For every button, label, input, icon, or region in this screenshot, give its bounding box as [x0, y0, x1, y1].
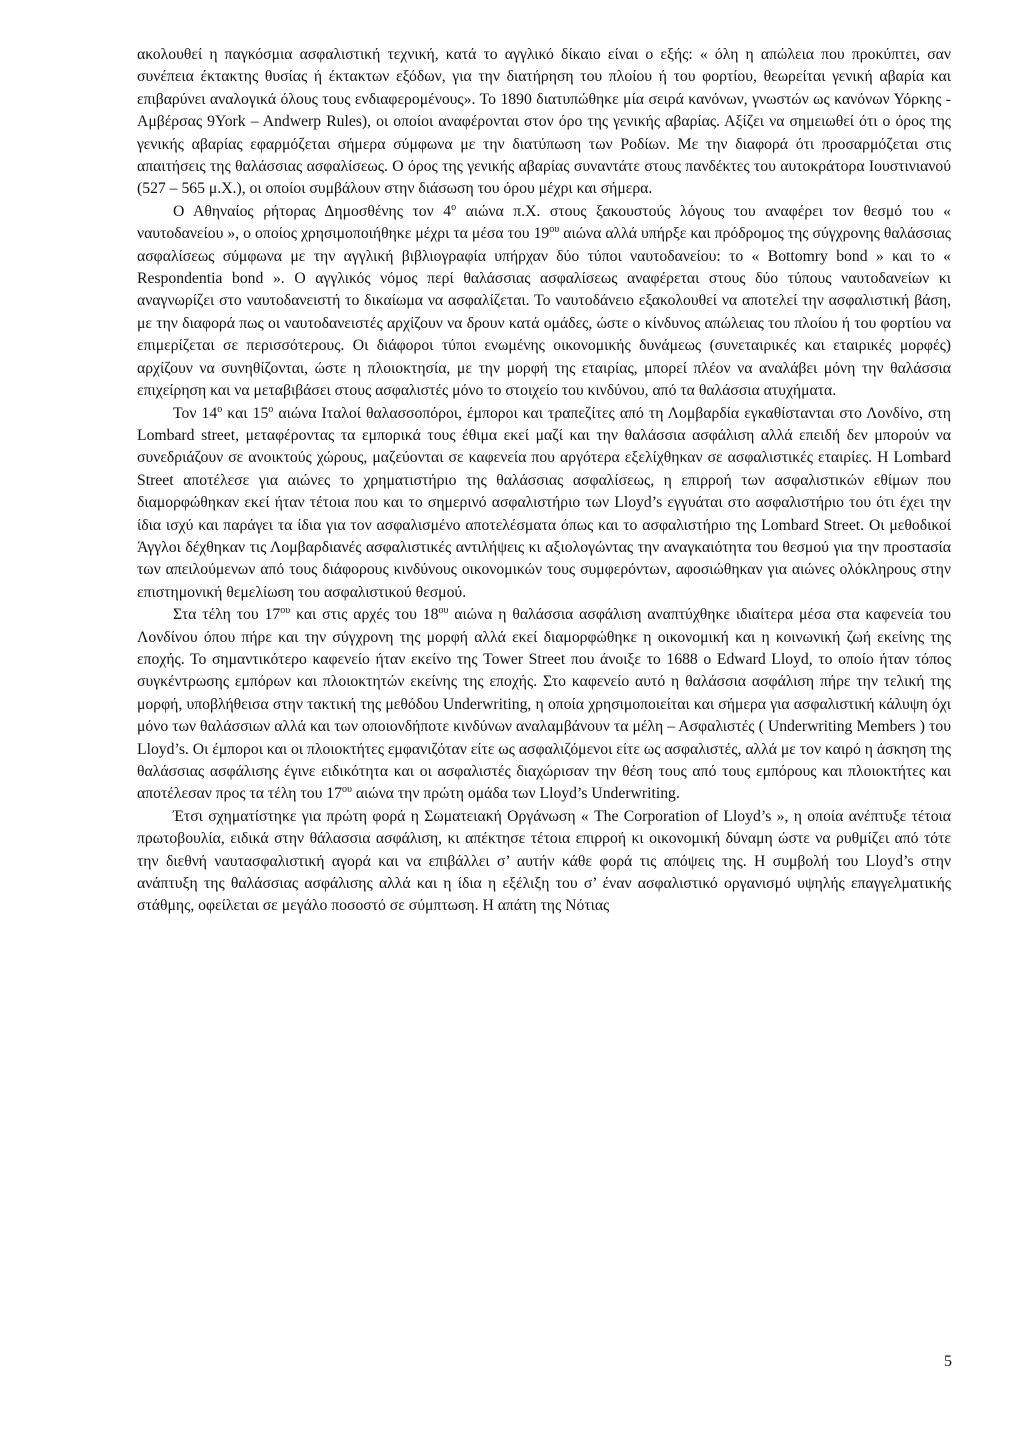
paragraph-corporation-of-lloyds: Έτσι σχηματίστηκε για πρώτη φορά η Σωματειακή Οργάνωση « The Corporation of Lloyd’s », η οποία ανέπτυξε τέτοια πρωτοβουλία, ειδικά στην θάλασσια ασφάλιση, κι απέκτησε τέτοια επιρροή κι οικονομική δύναμη ώστε να ρυθμίζει από τότε την διεθνή ναυτασφαλιστική αγορά και να επιβάλλει σ’ αυτήν κάθε φορά τις απόψεις της. Η συμβολή του Lloyd’s στην ανάπτυξη της θαλάσσιας ασφάλισης αλλά και η ίδια η εξέλιξη του σ’ έναν ασφαλιστικό οργανισμό υψηλής επαγγελματικής στάθμης, οφείλεται σε μεγάλο ποσοστό σε σύμπτωση. Η απάτη της Νότιας — [137, 807, 951, 915]
page-number: 5 — [944, 1353, 952, 1370]
document-body — [137, 44, 951, 918]
paragraph-lombard-street: Τον $14^o$ και $15^o$ αιώνα Ιταλοί θαλασσοπόροι, έμποροι και τραπεζίτες από τη Λομβαρδία εγκαθίστανται στο Λονδίνο, στη Lombard street, μεταφέροντας τα εμπορικά τους έθιμα εκεί μαζί και την θαλάσσια ασφάλιση αλλά επειδή δεν μπορούν να συνεδριάζουν σε ανοικτούς χώρους, μαζεύονται σε καφενεία που αργότερα εξελίχθηκαν σε ασφαλιστικές εταιρίες. Η Lombard Street αποτέλεσε για αιώνες το χρηματιστήριο της θαλάσσιας ασφαλίσεως, η επιρροή των ασφαλιστικών εθίμων που διαμορφώθηκαν εκεί ήταν τέτοια που και το σημερινό ασφαλιστήριο των Lloyd’s εγγυάται στο ασφαλιστήριο του ότι έχει την ίδια ισχύ και παράγει τα ίδια για τον ασφαλισμένο αποτελέσματα όπως και το ασφαλιστήριο της Lombard Street. Οι μεθοδικοί Άγγλοι δέχθηκαν τις Λομβαρδιανές ασφαλιστικές αντιλήψεις κι αξιολογώντας την αναγκαιότητα του θεσμού για την προστασία των απειλούμενων από τους διάφορους κινδύνους οικονομικών τους συμφερόντων, αφοσιώθηκαν για αιώνες ολόκληρους στην επιστημονική θεμελίωση του ασφαλιστικού θεσμού. — [137, 403, 951, 601]
paragraph-general-average: ακολουθεί η παγκόσμια ασφαλιστική τεχνική, κατά το αγγλικό δίκαιο είναι ο εξής: « όλη η απώλεια που προκύπτει, σαν συνέπεια έκτακτης θυσίας ή έκτακτων εξόδων, για την διατήρηση του πλοίου ή του φορτίου, θεωρείται γενική αβαρία και επιβαρύνει αναλογικά όλους τους ενδιαφερομένους». Το 1890 διατυπώθηκε μία σειρά κανόνων, γνωστών ως κανόνων Υόρκης - Αμβέρσας 9York – Andwerp Rules), οι οποίοι αναφέρονται στον όρο της γενικής αβαρίας. Αξίζει να σημειωθεί ότι ο όρος της γενικής αβαρίας εφαρμόζεται σήμερα σύμφωνα με την διατύπωση των Ροδίων. Με την διαφορά ότι προσαρμόζεται στις απαιτήσεις της θαλάσσιας ασφαλίσεως. Ο όρος της γενικής αβαρίας συναντάτε στους πανδέκτες του αυτοκράτορα Ιουστινιανού (527 – 565 μ.Χ.), οι οποίοι συμβάλουν στην διάσωση του όρου μέχρι και σήμερα. — [137, 46, 951, 198]
paragraph-coffee-houses: Στα τέλη του $17^{o\upsilon}$ και στις αρχές του $18^{o\upsilon}$ αιώνα η θαλάσσια ασφάλιση αναπτύχθηκε ιδιαίτερα μέσα στα καφενεία του Λονδίνου όπου πήρε και την σύγχρονη της μορφή αλλά εκεί διαμορφώθηκε η οικονομική και η κοινωνική ζωή εκείνης της εποχής. Το σημαντικότερο καφενείο ήταν εκείνο της Tower Street που άνοιξε το 1688 ο Edward Lloyd, το οποίο ήταν τόπος συγκέντρωσης εμπόρων και πλοιοκτητών εκείνης της εποχής. Στο καφενείο αυτό η θαλάσσια ασφάλιση πήρε την τελική της μορφή, υποβλήθεισα στην τακτική της μεθόδου Underwriting, η οποία χρησιμοποιείται και σήμερα για ασφαλιστική κάλυψη όχι μόνο των θαλάσσιων αλλά και των οποιονδήποτε κινδύνων αναλαμβάνουν τα μέλη – Ασφαλιστές ( Underwriting Members ) του Lloyd’s. Οι έμποροι και οι πλοιοκτήτες εμφανιζόταν είτε ως ασφαλιζόμενοι είτε ως ασφαλιστές, αλλά με τον καιρό η άσκηση της θαλάσσιας ασφάλισης έγινε ειδικότητα και οι ασφαλιστές διαχώρισαν την θέση τους από τους εμπόρους και πλοιοκτήτες και αποτέλεσαν προς τα τέλη του $17^{o\upsilon}$ αιώνα την πρώτη ομάδα των Lloyd’s Underwriting. — [137, 605, 951, 803]
paragraph-demosthenes: Ο Αθηναίος ρήτορας Δημοσθένης τον $4^o$ αιώνα π.Χ. στους ξακουστούς λόγους του αναφέρει τον θεσμό του « ναυτοδανείου », ο οποίος χρησιμοποιήθηκε μέχρι τα μέσα του $19^{o\upsilon}$ αιώνα αλλά υπήρξε και πρόδρομος της σύγχρονης θαλάσσιας ασφαλίσεως σύμφωνα με την αγγλική βιβλιογραφία υπήρχαν δύο τύποι ναυτοδανείου: το « Bottomry bond » και το « Respondentia bond ». Ο αγγλικός νόμος περί θαλάσσιας ασφαλίσεως αναφέρεται στους δύο τύπους ναυτοδανείων κι αναγνωρίζει στο ναυτοδανειστή το δικαίωμα να ασφαλίζεται. Το ναυτοδάνειο εξακολουθεί να αποτελεί την ασφαλιστική βάση, με την διαφορά πως οι ναυτοδανειστές αρχίζουν να δρουν κατά ομάδες, ώστε ο κίνδυνος απώλειας του πλοίου ή του φορτίου να επιμερίζεται σε περισσότερους. Οι διάφοροι τύποι ενωμένης οικονομικής δυνάμεως (συνεταιρικές και εταιρικές μορφές) αρχίζουν να συνηθίζονται, ώστε η πλοιοκτησία, με την μορφή της εταιρίας, μπορεί πλέον να αναλάβει μόνη την θαλάσσια επιχείρηση και να μεταβιβάσει στους ασφαλιστές μόνο το στοιχείο του κινδύνου, από τα θαλάσσια ατυχήματα. — [137, 201, 951, 400]
